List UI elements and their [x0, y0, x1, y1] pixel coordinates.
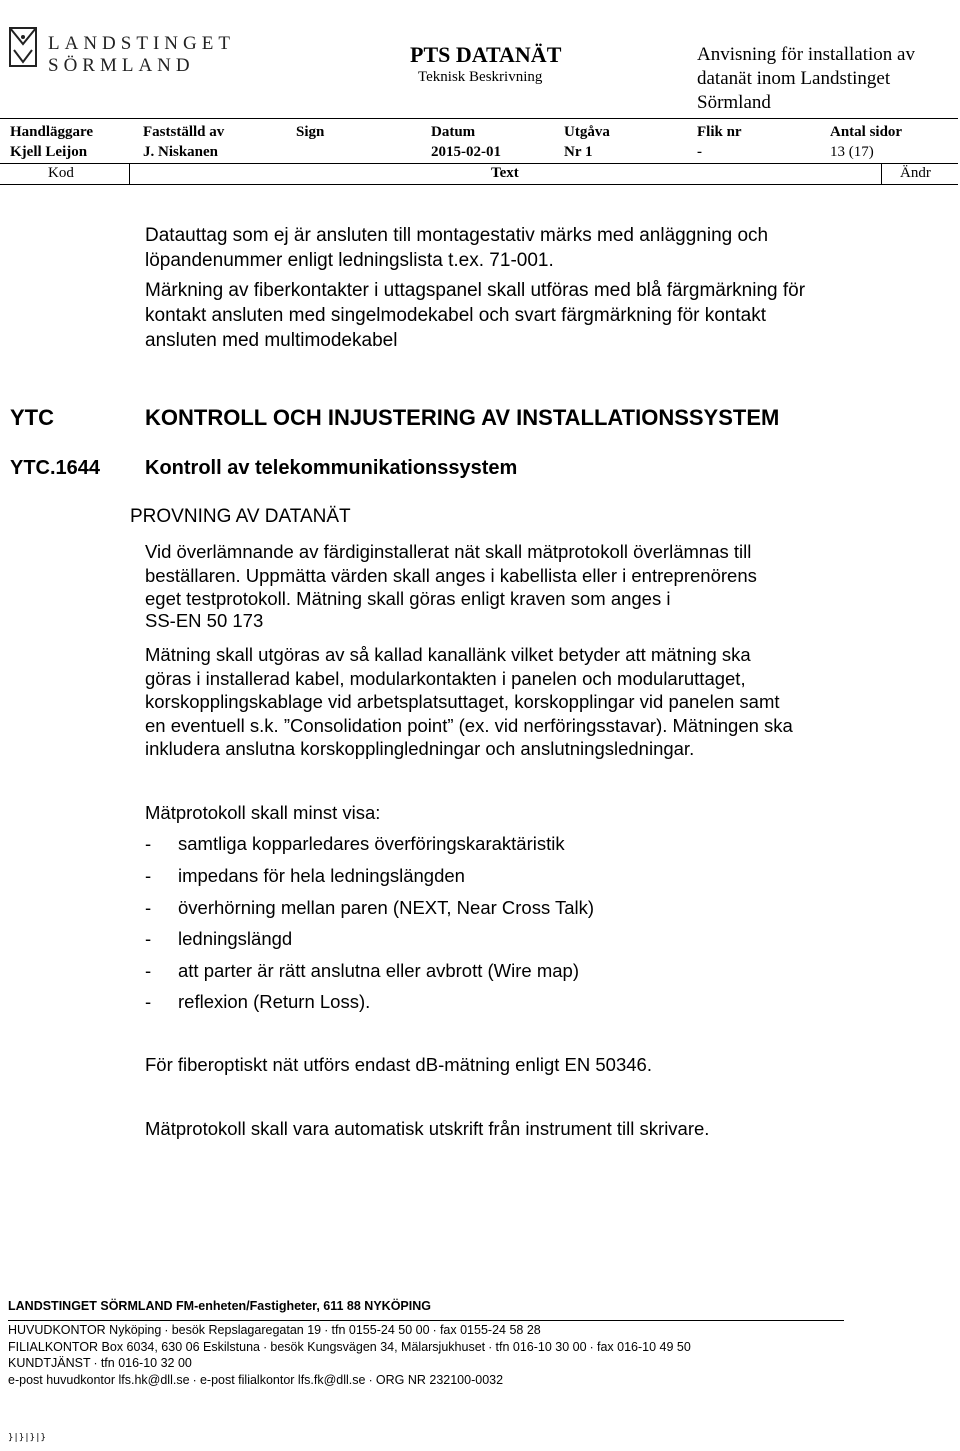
- meta-label-utgava: Utgåva: [564, 124, 610, 140]
- list-dash: -: [145, 897, 152, 918]
- footer-corner-mark: }|}|}|}: [8, 1433, 46, 1443]
- meta-label-flik: Flik nr: [697, 124, 742, 140]
- meta-label-antal-sidor: Antal sidor: [830, 124, 903, 140]
- footer-filialkontor: FILIALKONTOR Box 6034, 630 06 Eskilstuna ∙ besök Kungsvägen 34, Mälarsjukhuset ∙ tfn 016-10 30 00 ∙ fax 016-10 49 50: [8, 1340, 691, 1354]
- col-andr: Ändr: [900, 165, 931, 181]
- meta-value-flik: -: [697, 144, 702, 160]
- section-title: KONTROLL OCH INJUSTERING AV INSTALLATIONSSYSTEM: [145, 405, 780, 430]
- paragraph-line: ansluten med multimodekabel: [145, 330, 398, 351]
- doc-description: Anvisning för installation av datanät inom Landstinget Sörmland: [697, 44, 915, 113]
- paragraph-line: löpandenummer enligt ledningslista t.ex. 71-001.: [145, 250, 554, 271]
- list-item: - ledningslängd: [145, 928, 293, 949]
- paragraph-overlamnande: [145, 540, 865, 611]
- paragraph-line: en eventuell s.k. ”Consolidation point” (ex. vid nerföringsstavar). Mätningen ska: [145, 714, 793, 736]
- list-item: - överhörning mellan paren (NEXT, Near Cross Talk): [145, 897, 595, 918]
- paragraph-line: Mätning skall utgöras av så kallad kanallänk vilket betyder att mätning ska: [145, 644, 751, 665]
- col-divider-1: [129, 163, 130, 184]
- paragraph-line: beställaren. Uppmätta värden skall anges i kabellista eller i entreprenörens: [145, 564, 757, 586]
- column-header-row: [0, 163, 958, 185]
- list-item: - reflexion (Return Loss).: [145, 991, 371, 1012]
- meta-value-faststalld: J. Niskanen: [143, 144, 219, 160]
- landstinget-logo-icon: [8, 24, 38, 70]
- meta-label-faststalld: Fastställd av: [143, 124, 225, 140]
- meta-value-datum: 2015-02-01: [431, 144, 501, 160]
- meta-label-handlaggare: Handläggare: [10, 124, 94, 140]
- list-dash: -: [145, 833, 152, 854]
- logo-text-line1: LANDSTINGET: [48, 33, 235, 54]
- paragraph-line: eget testprotokoll. Mätning skall göras enligt kraven som anges i: [145, 588, 671, 609]
- meta-label-datum: Datum: [431, 124, 476, 140]
- list-item: - impedans för hela ledningslängden: [145, 865, 465, 886]
- subsection-code: YTC.1644: [10, 457, 101, 479]
- paragraph-line: Datauttag som ej är ansluten till montagestativ märks med anläggning och: [145, 225, 769, 246]
- footer-epost: e-post huvudkontor lfs.hk@dll.se ∙ e-post filialkontor lfs.fk@dll.se ∙ ORG NR 232100-0032: [8, 1373, 504, 1387]
- paragraph-markning: [145, 278, 865, 353]
- section-code: YTC: [10, 405, 54, 430]
- footer-huvudkontor: HUVUDKONTOR Nyköping ∙ besök Repslagaregatan 19 ∙ tfn 0155-24 50 00 ∙ fax 0155-24 58 28: [8, 1323, 541, 1337]
- meta-value-utgava: Nr 1: [564, 144, 593, 160]
- list-dash: -: [145, 991, 152, 1012]
- list-dash: -: [145, 865, 152, 886]
- paragraph-line: korskopplingskablage vid arbetsplatsuttaget, korskopplingar vid panelen samt: [145, 691, 780, 712]
- paragraph-line: inkludera anslutna korskopplingledningar och anslutningsledningar.: [145, 738, 695, 759]
- paragraph-line: kontakt ansluten med singelmodekabel och svart färgmärkning för kontakt: [145, 305, 766, 326]
- header-divider: [0, 118, 958, 119]
- list-intro: Mätprotokoll skall minst visa:: [145, 802, 381, 823]
- paragraph-fiberoptiskt: För fiberoptiskt nät utförs endast dB-mätning enligt EN 50346.: [145, 1054, 652, 1075]
- footer-org-line: LANDSTINGET SÖRMLAND FM-enheten/Fastigheter, 611 88 NYKÖPING: [8, 1299, 431, 1313]
- meta-value-antal-sidor: 13 (17): [830, 144, 874, 160]
- logo-text-line2: SÖRMLAND: [48, 55, 195, 76]
- standard-reference: SS-EN 50 173: [145, 610, 264, 631]
- doc-title: PTS DATANÄT: [410, 42, 562, 67]
- provning-heading: PROVNING AV DATANÄT: [130, 506, 351, 527]
- footer-kundtjanst: KUNDTJÄNST ∙ tfn 016-10 32 00: [8, 1356, 192, 1370]
- subsection-title: Kontroll av telekommunikationssystem: [145, 457, 518, 479]
- list-item: - samtliga kopparledares överföringskaraktäristik: [145, 833, 565, 854]
- paragraph-line: Märkning av fiberkontakter i uttagspanel skall utföras med blå färgmärkning för: [145, 280, 806, 301]
- meta-value-handlaggare: Kjell Leijon: [10, 144, 88, 160]
- doc-subtitle: Teknisk Beskrivning: [418, 69, 543, 85]
- paragraph-matning: [145, 643, 865, 761]
- footer-divider: [8, 1320, 844, 1321]
- list-item: - att parter är rätt anslutna eller avbrott (Wire map): [145, 960, 579, 981]
- paragraph-line: Vid överlämnande av färdiginstallerat nät skall mätprotokoll överlämnas till: [145, 541, 752, 562]
- list-dash: -: [145, 960, 152, 981]
- meta-label-sign: Sign: [296, 124, 325, 140]
- col-text: Text: [491, 165, 519, 181]
- paragraph-datauttag: [145, 223, 865, 273]
- paragraph-matprotokoll: Mätprotokoll skall vara automatisk utskrift från instrument till skrivare.: [145, 1118, 710, 1139]
- paragraph-line: göras i installerad kabel, modularkontakten i panelen och modularuttaget,: [145, 667, 746, 689]
- col-divider-2: [881, 163, 882, 184]
- list-dash: -: [145, 928, 152, 949]
- col-kod: Kod: [48, 165, 74, 181]
